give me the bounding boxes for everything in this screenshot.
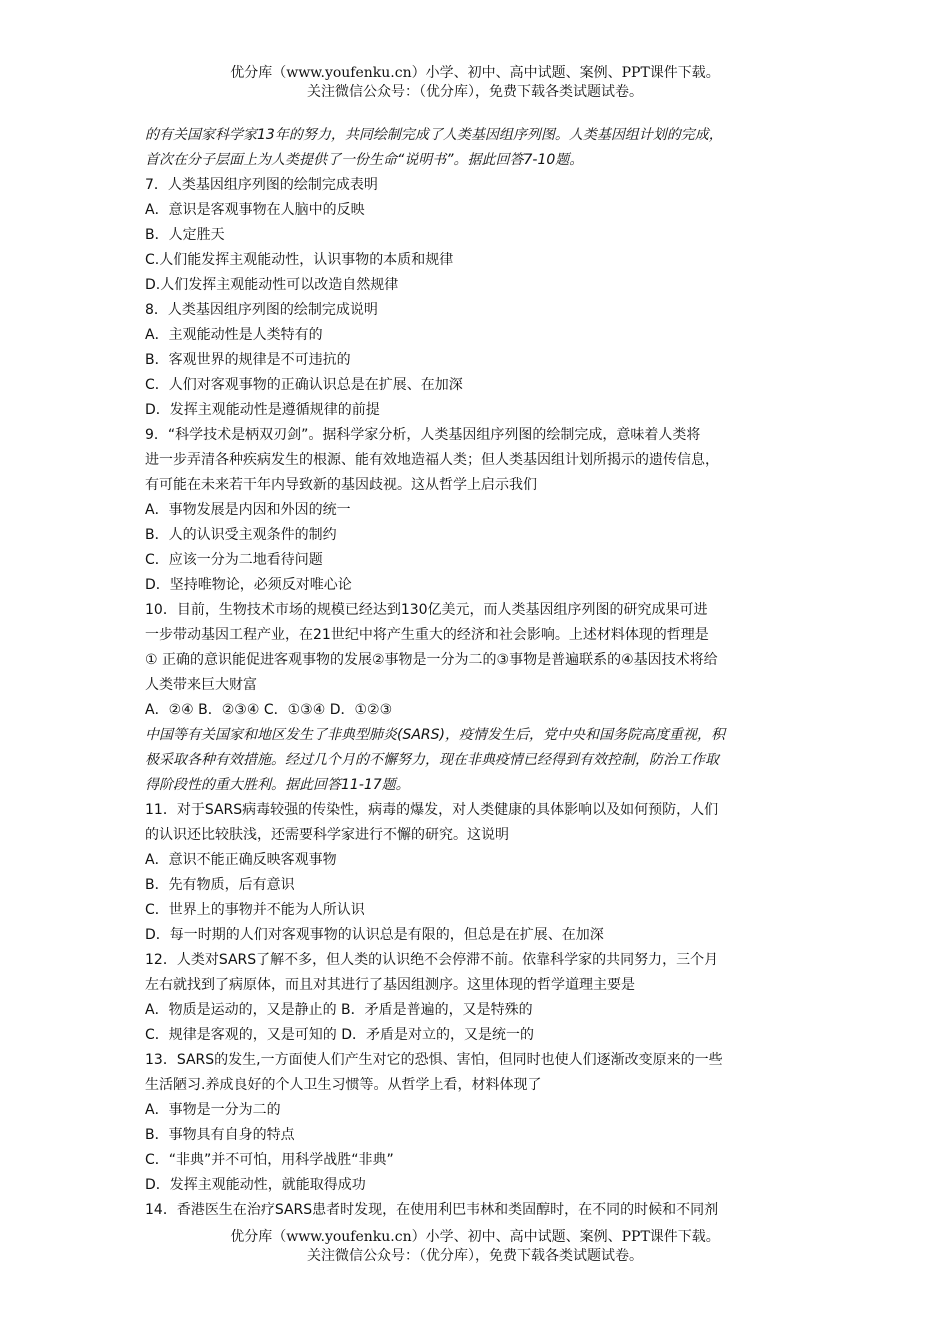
q9-option-b: B．人的认识受主观条件的制约 [145, 527, 337, 543]
intro-passage-line: 的有关国家科学家13年的努力，共同绘制完成了人类基因组序列图。人类基因组计划的完成， [145, 127, 723, 143]
q8-option-b: B．客观世界的规律是不可违抗的 [145, 352, 351, 368]
question-13-cont: 生活陋习.养成良好的个人卫生习惯等。从哲学上看，材料体现了 [145, 1077, 542, 1093]
q13-option-d: D．发挥主观能动性，就能取得成功 [145, 1177, 366, 1193]
footer-line-2: 关注微信公众号：（优分库），免费下载各类试题试卷。 [307, 1248, 643, 1264]
q11-option-a: A．意识不能正确反映客观事物 [145, 852, 337, 868]
q7-option-c: C.人们能发挥主观能动性，认识事物的本质和规律 [145, 252, 454, 268]
sars-passage-line: 得阶段性的重大胜利。据此回答11-17题。 [145, 777, 410, 793]
question-7: 7．人类基因组序列图的绘制完成表明 [145, 177, 378, 193]
document-body [145, 123, 815, 1223]
header-line-1: 优分库（www.youfenku.cn）小学、初中、高中试题、案例、PPT课件下载。 [230, 65, 720, 81]
q7-option-d: D.人们发挥主观能动性可以改造自然规律 [145, 277, 399, 293]
q12-options-ab: A．物质是运动的，又是静止的 B．矛盾是普遍的，又是特殊的 [145, 1002, 533, 1018]
question-13: 13．SARS的发生,一方面使人们产生对它的恐惧、害怕，但同时也使人们逐渐改变原来的一些 [145, 1052, 723, 1068]
page-footer [0, 1228, 950, 1266]
q8-option-d: D．发挥主观能动性是遵循规律的前提 [145, 402, 380, 418]
q13-option-b: B．事物具有自身的特点 [145, 1127, 295, 1143]
q13-option-c: C．“非典”并不可怕，用科学战胜“非典” [145, 1152, 394, 1168]
q8-option-a: A．主观能动性是人类特有的 [145, 327, 323, 343]
footer-line-1: 优分库（www.youfenku.cn）小学、初中、高中试题、案例、PPT课件下载。 [230, 1229, 720, 1245]
question-9: 9．“科学技术是柄双刃剑”。据科学家分析，人类基因组序列图的绘制完成，意味着人类将 [145, 427, 701, 443]
question-12: 12．人类对SARS了解不多，但人类的认识绝不会停滞不前。依靠科学家的共同努力，三个月 [145, 952, 719, 968]
question-11: 11．对于SARS病毒较强的传染性，病毒的爆发，对人类健康的具体影响以及如何预防，人们 [145, 802, 719, 818]
q10-options: A．②④ B．②③④ C．①③④ D．①②③ [145, 702, 393, 718]
question-10-cont: 一步带动基因工程产业，在21世纪中将产生重大的经济和社会影响。上述材料体现的哲理是 [145, 627, 709, 643]
question-14: 14．香港医生在治疗SARS患者时发现，在使用利巴韦林和类固醇时，在不同的时候和不同剂 [145, 1202, 719, 1218]
q11-option-c: C．世界上的事物并不能为人所认识 [145, 902, 365, 918]
question-9-cont: 有可能在未来若干年内导致新的基因歧视。这从哲学上启示我们 [145, 477, 537, 493]
q12-options-cd: C．规律是客观的，又是可知的 D．矛盾是对立的，又是统一的 [145, 1027, 535, 1043]
question-12-cont: 左右就找到了病原体，而且对其进行了基因组测序。这里体现的哲学道理主要是 [145, 977, 635, 993]
sars-passage-line: 中国等有关国家和地区发生了非典型肺炎(SARS)，疫情发生后，党中央和国务院高度重视，积 [145, 727, 725, 743]
question-11-cont: 的认识还比较肤浅，还需要科学家进行不懈的研究。这说明 [145, 827, 509, 843]
q9-option-d: D．坚持唯物论，必须反对唯心论 [145, 577, 352, 593]
q8-option-c: C．人们对客观事物的正确认识总是在扩展、在加深 [145, 377, 463, 393]
q9-option-c: C．应该一分为二地看待问题 [145, 552, 323, 568]
page-header [0, 64, 950, 102]
question-8: 8．人类基因组序列图的绘制完成说明 [145, 302, 378, 318]
header-line-2: 关注微信公众号：（优分库），免费下载各类试题试卷。 [307, 84, 643, 100]
q13-option-a: A．事物是一分为二的 [145, 1102, 281, 1118]
q7-option-a: A．意识是客观事物在人脑中的反映 [145, 202, 365, 218]
q11-option-d: D．每一时期的人们对客观事物的认识总是有限的，但总是在扩展、在加深 [145, 927, 604, 943]
q11-option-b: B．先有物质，后有意识 [145, 877, 295, 893]
question-10-cont: 人类带来巨大财富 [145, 677, 257, 693]
q7-option-b: B．人定胜天 [145, 227, 225, 243]
q9-option-a: A．事物发展是内因和外因的统一 [145, 502, 351, 518]
question-10-cont: ① 正确的意识能促进客观事物的发展②事物是一分为二的③事物是普遍联系的④基因技术将给 [145, 652, 718, 668]
question-10: 10．目前，生物技术市场的规模已经达到130亿美元，而人类基因组序列图的研究成果可进 [145, 602, 708, 618]
sars-passage-line: 极采取各种有效措施。经过几个月的不懈努力，现在非典疫情已经得到有效控制，防治工作取 [145, 752, 719, 768]
intro-passage-line: 首次在分子层面上为人类提供了一份生命“说明书”。据此回答7-10题。 [145, 152, 584, 168]
question-9-cont: 进一步弄清各种疾病发生的根源、能有效地造福人类；但人类基因组计划所揭示的遗传信息， [145, 452, 719, 468]
